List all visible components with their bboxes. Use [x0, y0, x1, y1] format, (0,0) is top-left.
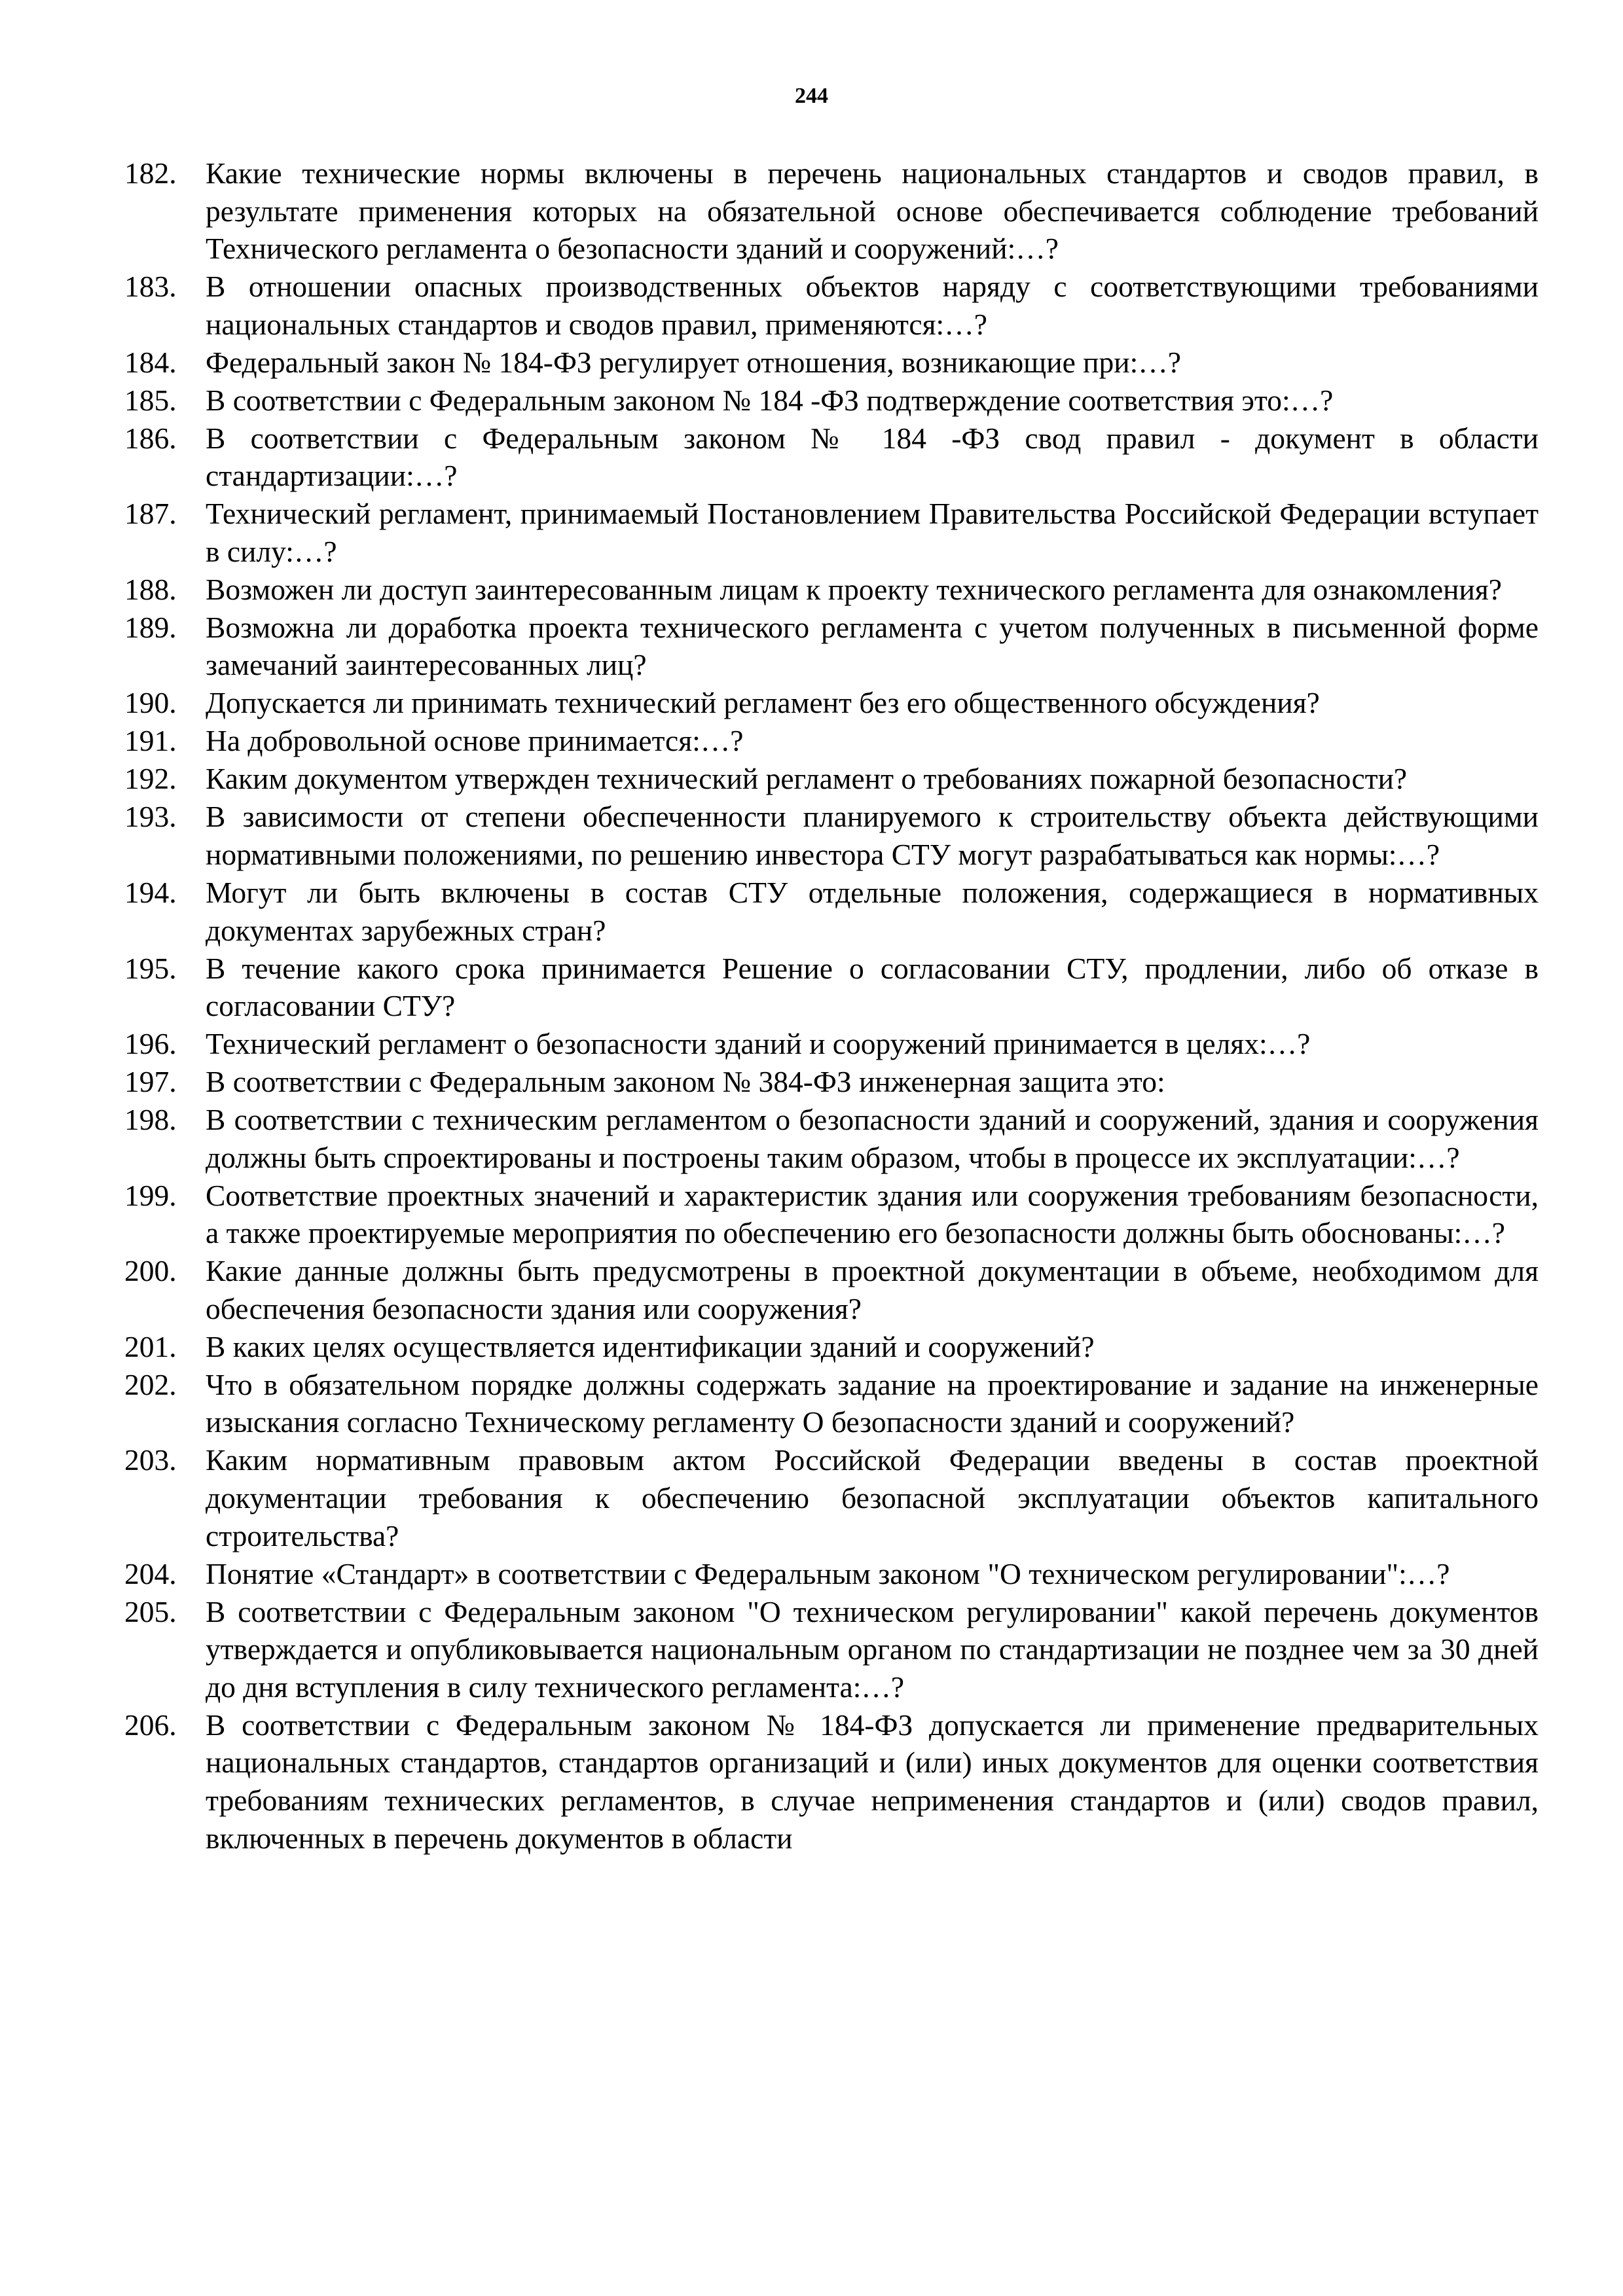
question-text: В течение какого срока принимается Решение о согласовании СТУ, продлении, либо об отказе в согласовании СТУ? — [206, 951, 1539, 1023]
question-item — [124, 571, 1539, 609]
question-number: 186. — [124, 421, 177, 455]
question-number: 188. — [124, 572, 177, 606]
question-text: Технический регламент о безопасности зданий и сооружений принимается в целях:…? — [206, 1027, 1311, 1061]
question-item — [124, 1063, 1539, 1101]
question-text: Могут ли быть включены в состав СТУ отдельные положения, содержащиеся в нормативных документах зарубежных стран? — [206, 875, 1539, 947]
question-text: Федеральный закон № 184-ФЗ регулирует отношения, возникающие при:…? — [206, 345, 1181, 379]
question-text: В зависимости от степени обеспеченности планируемого к строительству объекта действующими нормативными положениями, по решению инвестора СТУ могут разрабатываться как нормы:…? — [206, 800, 1539, 871]
question-number: 193. — [124, 800, 177, 834]
question-item — [124, 268, 1539, 343]
question-item — [124, 1177, 1539, 1252]
question-number: 200. — [124, 1254, 177, 1288]
question-item — [124, 1441, 1539, 1554]
question-item — [124, 420, 1539, 495]
question-number: 197. — [124, 1065, 177, 1099]
question-item — [124, 1366, 1539, 1441]
question-item — [124, 1555, 1539, 1593]
question-number: 203. — [124, 1443, 177, 1477]
question-text: Возможна ли доработка проекта технического регламента с учетом полученных в письменной форме замечаний заинтересованных лиц? — [206, 610, 1539, 682]
question-item — [124, 722, 1539, 760]
question-number: 204. — [124, 1556, 177, 1590]
question-text: В соответствии с техническим регламентом о безопасности зданий и сооружений, здания и сооружения должны быть спроектированы и построены таким образом, чтобы в процессе их эксплуатации:…? — [206, 1103, 1539, 1174]
question-item — [124, 1328, 1539, 1366]
question-item — [124, 1252, 1539, 1327]
question-text: Понятие «Стандарт» в соответствии с Федеральным законом "О техническом регулировании":…? — [206, 1556, 1450, 1590]
question-text: В отношении опасных производственных объектов наряду с соответствующими требованиями национальных стандартов и сводов правил, применяются:…? — [206, 270, 1539, 341]
question-number: 199. — [124, 1178, 177, 1212]
question-item — [124, 1706, 1539, 1857]
question-number: 185. — [124, 383, 177, 417]
question-item — [124, 609, 1539, 684]
question-text: Соответствие проектных значений и характеристик здания или сооружения требованиям безопасности, а также проектируемые мероприятия по обеспечению его безопасности должны быть обоснованы:…? — [206, 1178, 1539, 1250]
question-item — [124, 495, 1539, 570]
question-number: 202. — [124, 1367, 177, 1401]
question-number: 187. — [124, 497, 177, 531]
question-item — [124, 1101, 1539, 1176]
question-item — [124, 798, 1539, 873]
question-text: В соответствии с Федеральным законом № 184 -ФЗ подтверждение соответствия это:…? — [206, 383, 1334, 417]
question-number: 198. — [124, 1103, 177, 1137]
question-item — [124, 1025, 1539, 1063]
question-list — [124, 154, 1539, 1857]
question-item — [124, 874, 1539, 949]
question-item — [124, 1593, 1539, 1706]
question-text: В соответствии с Федеральным законом № 184 -ФЗ свод правил - документ в области стандартизации:…? — [206, 421, 1539, 493]
question-number: 205. — [124, 1594, 177, 1628]
question-number: 196. — [124, 1027, 177, 1061]
question-text: В соответствии с Федеральным законом № 384-ФЗ инженерная защита это: — [206, 1065, 1165, 1099]
question-number: 184. — [124, 345, 177, 379]
question-text: Каким документом утвержден технический регламент о требованиях пожарной безопасности? — [206, 762, 1408, 796]
question-text: Какие данные должны быть предусмотрены в проектной документации в объеме, необходимом для обеспечения безопасности здания или сооружения? — [206, 1254, 1539, 1325]
question-item — [124, 344, 1539, 382]
question-number: 182. — [124, 156, 177, 190]
question-text: В каких целях осуществляется идентификации зданий и сооружений? — [206, 1329, 1095, 1363]
question-text: Какие технические нормы включены в перечень национальных стандартов и сводов правил, в результате применения которых на обязательной основе обеспечивается соблюдение требований Технического регламента о безопасности зданий и сооружений:…? — [206, 156, 1539, 266]
question-item — [124, 154, 1539, 268]
question-text: Каким нормативным правовым актом Российской Федерации введены в состав проектной документации требования к обеспечению безопасной эксплуатации объектов капитального строительства? — [206, 1443, 1539, 1552]
question-item — [124, 760, 1539, 798]
question-number: 194. — [124, 875, 177, 909]
question-text: Технический регламент, принимаемый Постановлением Правительства Российской Федерации вступает в силу:…? — [206, 497, 1539, 568]
question-number: 190. — [124, 686, 177, 720]
question-number: 192. — [124, 762, 177, 796]
page-number: 244 — [795, 84, 828, 108]
question-item — [124, 382, 1539, 420]
question-text: На добровольной основе принимается:…? — [206, 724, 744, 758]
question-text: В соответствии с Федеральным законом № 184-ФЗ допускается ли применение предварительных национальных стандартов, стандартов организаций и (или) иных документов для оценки соответствия требованиям технических регламентов, в случае неприменения стандартов и (или) сводов правил, включенных в перечень документов в области — [206, 1708, 1539, 1855]
question-text: В соответствии с Федеральным законом "О техническом регулировании" какой перечень документов утверждается и опубликовывается национальным органом по стандартизации не позднее чем за 30 дней до дня вступления в силу технического регламента:…? — [206, 1594, 1539, 1704]
question-number: 183. — [124, 270, 177, 304]
question-item — [124, 950, 1539, 1025]
question-text: Допускается ли принимать технический регламент без его общественного обсуждения? — [206, 686, 1320, 720]
question-number: 206. — [124, 1708, 177, 1742]
question-number: 201. — [124, 1329, 177, 1363]
question-number: 195. — [124, 951, 177, 985]
question-number: 191. — [124, 724, 177, 758]
question-text: Возможен ли доступ заинтересованным лицам к проекту технического регламента для ознакомления? — [206, 572, 1502, 606]
question-text: Что в обязательном порядке должны содержать задание на проектирование и задание на инженерные изыскания согласно Техническому регламенту О безопасности зданий и сооружений? — [206, 1367, 1539, 1439]
question-item — [124, 684, 1539, 722]
question-number: 189. — [124, 610, 177, 644]
